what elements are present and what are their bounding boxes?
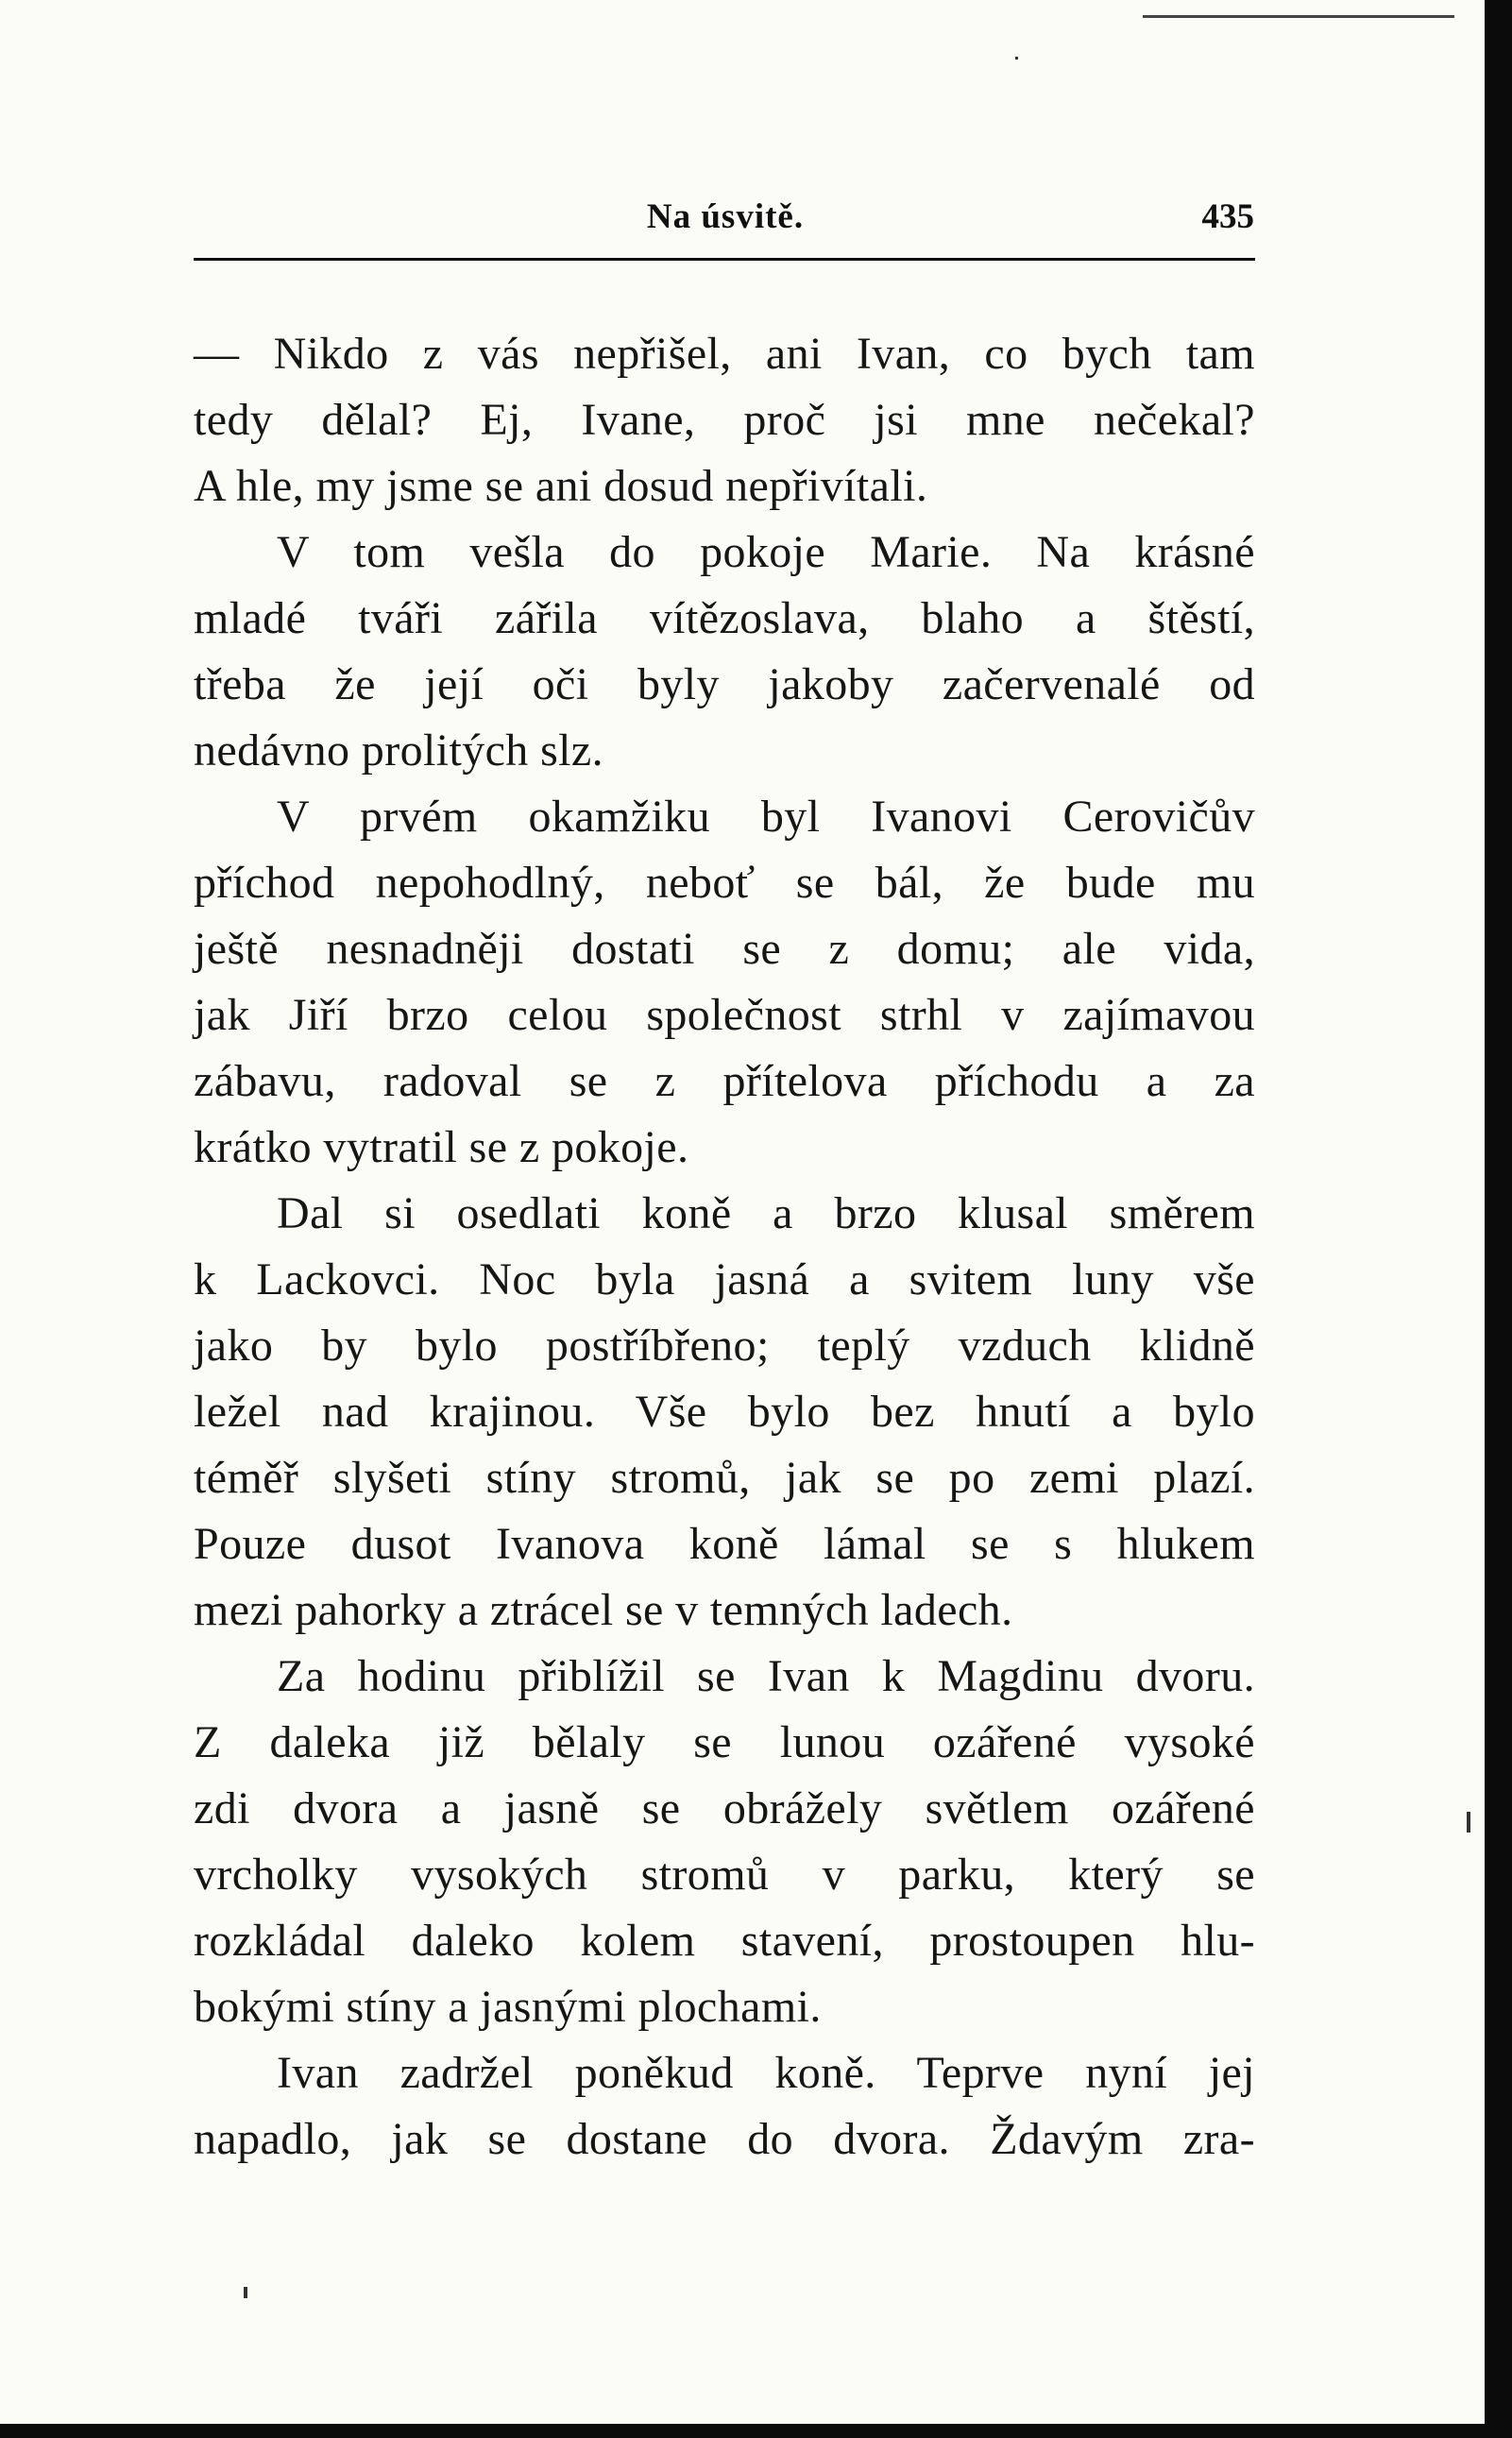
text-line: ležel nad krajinou. Vše bylo bez hnutí a bylo (194, 1387, 1255, 1437)
text-line: jako by bylo postříbřeno; teplý vzduch klidně (194, 1321, 1255, 1371)
text-line: Dal si osedlati koně a brzo klusal směrem (277, 1188, 1255, 1238)
scan-speck (1015, 57, 1018, 60)
running-title: Na úsvitě. (646, 197, 805, 236)
body-text (194, 321, 1255, 2173)
text-line: zábavu, radoval se z přítelova příchodu a za (194, 1056, 1255, 1106)
text-line: mladé tváři zářila vítězoslava, blaho a štěstí, (194, 593, 1255, 643)
text-line: nedávno prolitých slz. (194, 725, 604, 776)
text-line: vrcholky vysokých stromů v parku, který se (194, 1850, 1255, 1900)
text-line: téměř slyšeti stíny stromů, jak se po zemi plazí. (194, 1453, 1255, 1503)
text-line: V prvém okamžiku byl Ivanovi Cerovičův (277, 792, 1255, 842)
text-line: — Nikdo z vás nepřišel, ani Ivan, co bych tam (194, 329, 1255, 379)
scan-speck (244, 2287, 247, 2298)
text-line: Z daleka již bělaly se lunou ozářené vysoké (194, 1717, 1255, 1767)
text-line: Za hodinu přiblížil se Ivan k Magdinu dvoru. (277, 1651, 1255, 1701)
text-line: jak Jiří brzo celou společnost strhl v zajímavou (194, 990, 1255, 1040)
text-line: tedy dělal? Ej, Ivane, proč jsi mne nečekal? (194, 395, 1255, 445)
text-line: mezi pahorky a ztrácel se v temných ladech. (194, 1585, 1013, 1635)
text-line: ještě nesnadněji dostati se z domu; ale vida, (194, 924, 1255, 974)
scan-speck (1467, 1812, 1470, 1833)
text-line: třeba že její oči byly jakoby začervenalé od (194, 659, 1255, 709)
header-rule (194, 258, 1255, 261)
text-line: bokými stíny a jasnými plochami. (194, 1982, 822, 2032)
page-header (196, 187, 1254, 244)
text-line: rozkládal daleko kolem stavení, prostoupen hlu- (194, 1916, 1255, 1966)
page-number: 435 (1201, 197, 1254, 236)
text-line: napadlo, jak se dostane do dvora. Ždavým zra- (194, 2114, 1255, 2164)
text-line: zdi dvora a jasně se obrážely světlem ozářené (194, 1783, 1255, 1833)
text-line: V tom vešla do pokoje Marie. Na krásné (277, 527, 1255, 577)
text-line: Ivan zadržel poněkud koně. Teprve nyní jej (277, 2048, 1255, 2098)
text-line: Pouze dusot Ivanova koně lámal se s hlukem (194, 1519, 1255, 1569)
scan-edge-mark (1143, 15, 1454, 18)
text-line: k Lackovci. Noc byla jasná a svitem luny vše (194, 1254, 1255, 1304)
text-line: A hle, my jsme se ani dosud nepřivítali. (194, 461, 928, 511)
text-line: krátko vytratil se z pokoje. (194, 1122, 689, 1172)
text-line: příchod nepohodlný, neboť se bál, že bude mu (194, 858, 1255, 908)
